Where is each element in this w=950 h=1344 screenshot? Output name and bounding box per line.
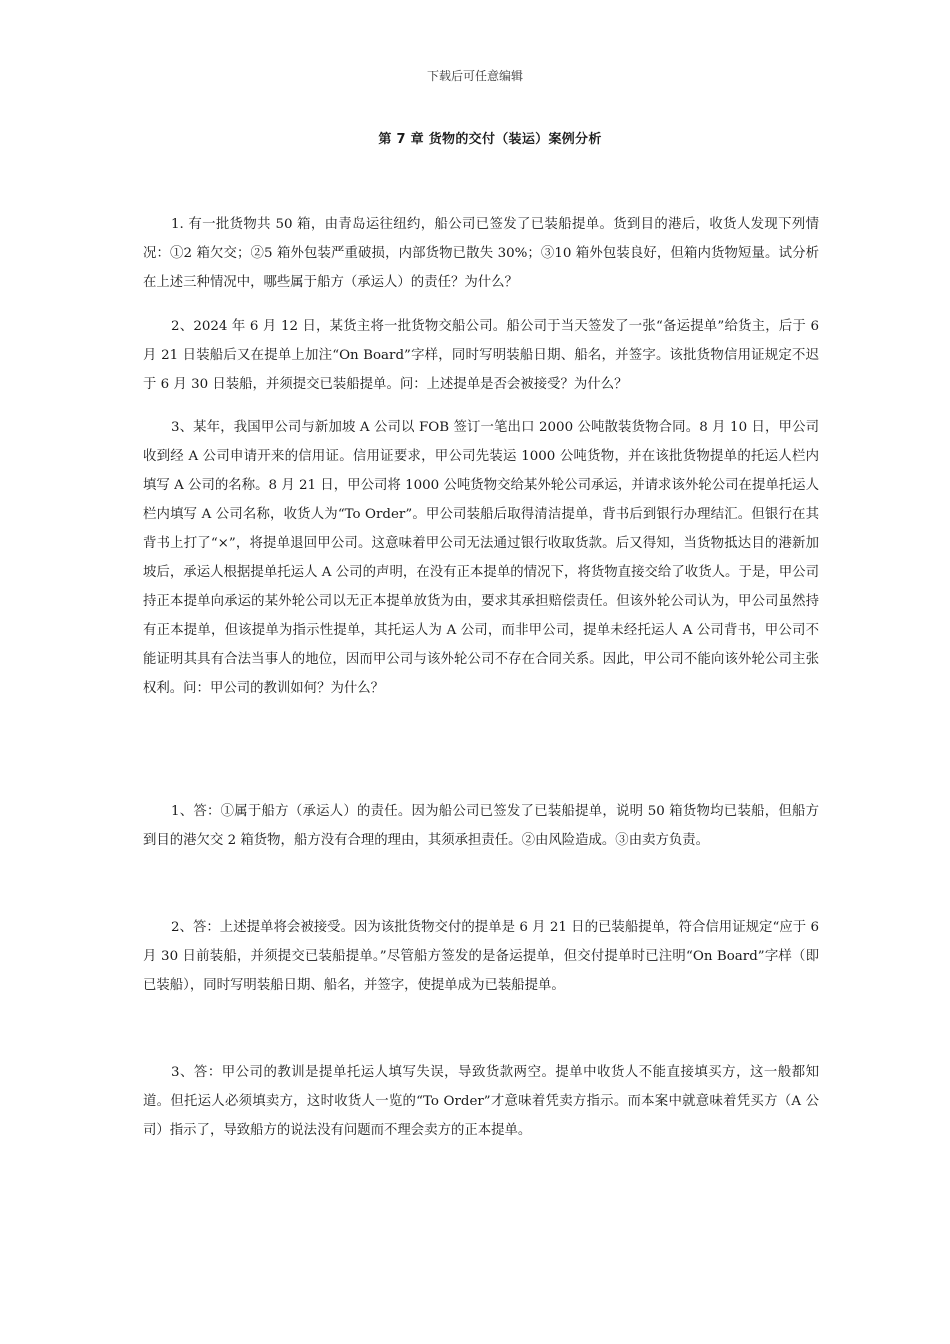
answer-3: 3、答：甲公司的教训是提单托运人填写失误，导致货款两空。提单中收货人不能直接填买方，这一般都知道。但托运人必须填卖方，这时收货人一览的“To Order”才意味着凭卖方指示。而本案中就意味着凭买方（A 公司）指示了，导致船方的说法没有问题而不理会卖方的正本提单。 [143, 1065, 819, 1138]
document-title: 第 7 章 货物的交付（装运）案例分析 [378, 132, 602, 147]
answer-2: 2、答：上述提单将会被接受。因为该批货物交付的提单是 6 月 21 日的已装船提单，符合信用证规定“应于 6 月 30 日前装船，并须提交已装船提单。”尽管船方签发的是备运提单，但交付提单时已注明“On Board”字样（即已装船），同时写明装船日期、船名，并签字，使提单成为已装船提单。 [143, 920, 819, 993]
question-2: 2、2024 年 6 月 12 日，某货主将一批货物交船公司。船公司于当天签发了一张“备运提单”给货主，后于 6 月 21 日装船后又在提单上加注“On Board”字样，同时写明装船日期、船名，并签字。该批货物信用证规定不迟于 6 月 30 日装船，并须提交已装船提单。问：上述提单是否会被接受？为什么？ [143, 319, 819, 392]
question-1: 1. 有一批货物共 50 箱，由青岛运往纽约，船公司已签发了已装船提单。货到目的港后，收货人发现下列情况：①2 箱欠交；②5 箱外包装严重破损，内部货物已散失 30%；③10 箱外包装良好，但箱内货物短量。试分析在上述三种情况中，哪些属于船方（承运人）的责任？为什么？ [143, 217, 819, 290]
header-note: 下载后可任意编辑 [426, 69, 523, 83]
answer-1: 1、答：①属于船方（承运人）的责任。因为船公司已签发了已装船提单，说明 50 箱货物均已装船，但船方到目的港欠交 2 箱货物，船方没有合理的理由，其须承担责任。②由风险造成。③由卖方负责。 [143, 804, 819, 848]
question-3: 3、某年，我国甲公司与新加坡 A 公司以 FOB 签订一笔出口 2000 公吨散装货物合同。8 月 10 日，甲公司收到经 A 公司申请开来的信用证。信用证要求，甲公司先装运 1000 公吨货物，并在该批货物提单的托运人栏内填写 A 公司的名称。8 月 21 日，甲公司将 1000 公吨货物交给某外轮公司承运，并请求该外轮公司在提单托运人栏内填写 A 公司名称，收货人为“To Order”。甲公司装船后取得清洁提单，背书后到银行办理结汇。但银行在其背书上打了“×”，将提单退回甲公司。这意味着甲公司无法通过银行收取货款。后又得知，当货物抵达目的港新加坡后，承运人根据提单托运人 A 公司的声明，在没有正本提单的情况下，将货物直接交给了收货人。于是，甲公司持正本提单向承运的某外轮公司以无正本提单放货为由，要求其承担赔偿责任。但该外轮公司认为，甲公司虽然持有正本提单，但该提单为指示性提单，其托运人为 A 公司，而非甲公司，提单未经托运人 A 公司背书，甲公司不能证明其具有合法当事人的地位，因而甲公司与该外轮公司不存在合同关系。因此，甲公司不能向该外轮公司主张权利。问：甲公司的教训如何？为什么？ [143, 420, 819, 696]
